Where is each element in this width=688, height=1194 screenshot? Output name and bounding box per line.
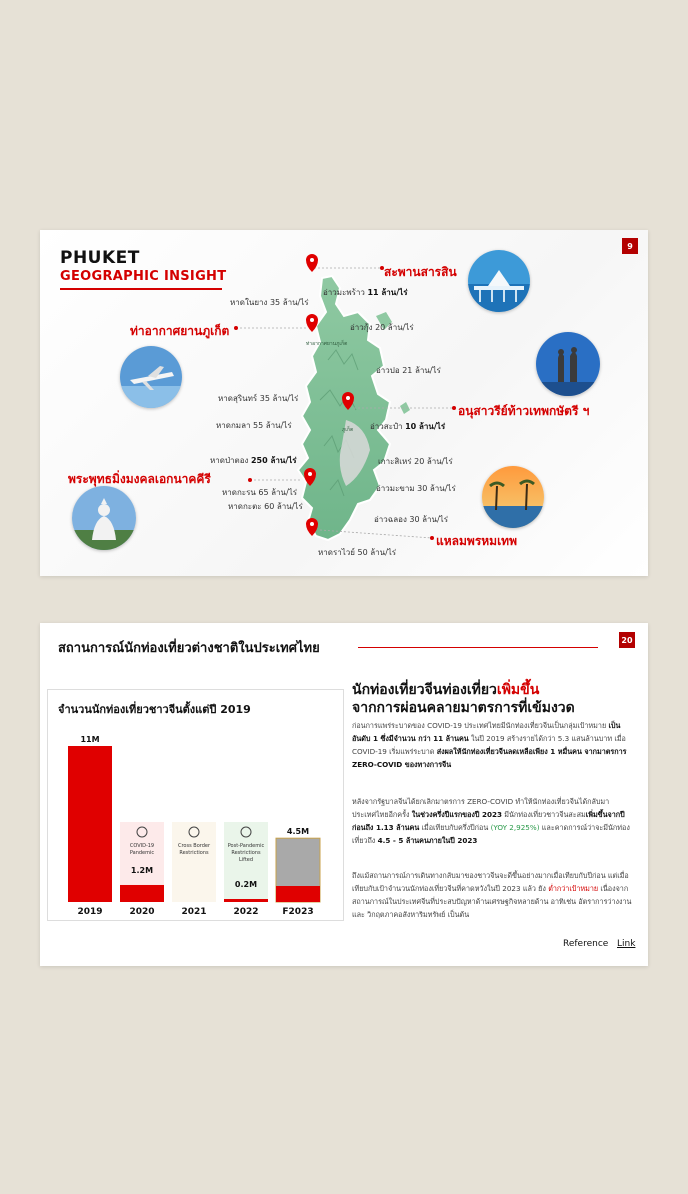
- price-ao-chalong: อ่าวฉลอง 30 ล้าน/ไร่: [374, 515, 448, 524]
- bar-2022: [224, 899, 268, 902]
- price-ao-sapam: อ่าวสะปำ 10 ล้าน/ไร่: [370, 422, 446, 431]
- photo-sarasin-bridge: [468, 250, 530, 312]
- reference-link[interactable]: Link: [617, 939, 636, 949]
- bar-chart: [48, 690, 343, 920]
- data-label-2022: 0.2M: [234, 880, 258, 889]
- paragraph-pre-covid: ก่อนการแพร่ระบาดของ COVID-19 ประเทศไทยมีนักท่องเที่ยวจีนเป็นกลุ่มเป้าหมาย เป็นอันดับ 1 ซึ่งมีจำนวน กว่า 11 ล้านคน ในปี 2019 สร้างรายได้กว่า 5.3 แสนล้านบาท เมื่อ COVID-19 เริ่มแพร่ระบาด ส่งผลให้นักท่องเที่ยวจีนลดเหลือเพียง 1 หมื่นคน จากมาตรการ ZERO-COVID ของทางการจีน: [352, 721, 627, 769]
- page-number-badge: 20: [619, 632, 635, 648]
- bar-2019: [68, 746, 112, 902]
- category-label-2022: 2022: [233, 907, 259, 917]
- price-surin: หาดสุรินทร์ 35 ล้าน/ไร่: [218, 394, 299, 403]
- price-karon: หาดกะรน 65 ล้าน/ไร่: [222, 488, 298, 497]
- slide-chinese-tourists: [40, 623, 648, 966]
- paragraph-outlook: ถึงแม้สถานการณ์การเดินทางกลับมาของชาวจีนจะดีขึ้นอย่างมากเมื่อเทียบกับปีก่อน แต่เมื่อเทียบกับเป้าจำนวนนักท่องเที่ยวจีนที่คาดหวังในปี 2023 แล้ว ยัง ต่ำกว่าเป้าหมาย เนื่องจากสถานการณ์ในประเทศจีนที่ประสบปัญหาด้านเศรษฐกิจหลายด้าน อาทิเช่น อัตราการว่างงาน และ วิกฤตภาคอสังหาริมทรัพย์ เป็นต้น: [352, 871, 632, 919]
- place-airport: ท่าอากาศยานภูเก็ต: [130, 324, 230, 338]
- bar-actual-F2023: [276, 886, 320, 902]
- photo-airplane: [120, 346, 182, 408]
- period-annotation-2022: Lifted: [238, 857, 254, 863]
- place-promthep-cape: แหลมพรหมเทพ: [436, 534, 518, 548]
- period-annotation-2021: Cross Border: [177, 843, 211, 849]
- bar-2020: [120, 885, 164, 902]
- price-kamala: หาดกมลา 55 ล้าน/ไร่: [216, 421, 292, 430]
- photo-heroines-monument: [536, 332, 600, 396]
- title-rule: [358, 647, 598, 648]
- period-annotation-2022: Post-Pandemic: [227, 843, 265, 849]
- period-annotation-2020: COVID-19: [129, 843, 155, 849]
- price-ao-kung: อ่าวกุ้ง 20 ล้าน/ไร่: [350, 323, 414, 332]
- reference-label: Reference: [563, 939, 609, 949]
- map-label-city: ภูเก็ต: [342, 427, 354, 433]
- category-label-2019: 2019: [77, 907, 103, 917]
- data-label-2020: 1.2M: [130, 865, 154, 875]
- price-nai-yang: หาดในยาง 35 ล้าน/ไร่: [230, 298, 309, 307]
- slide-geographic-insight: [40, 230, 648, 576]
- category-label-2021: 2021: [181, 907, 207, 917]
- period-annotation-2020: Pandemic: [129, 850, 155, 856]
- place-saphan-sarasin: สะพานสารสิน: [384, 265, 457, 279]
- data-label-2019: 11M: [80, 735, 100, 744]
- price-nai-harn: หาดราไวย์ 50 ล้าน/ไร่: [318, 548, 397, 557]
- map-label-airport: ท่าอากาศยานภูเก็ต: [306, 341, 348, 347]
- price-ao-makham: อ่าวมะขาม 30 ล้าน/ไร่: [376, 484, 456, 493]
- photo-promthep-cape: [482, 466, 544, 528]
- category-label-2020: 2020: [129, 907, 155, 917]
- paragraph-post-covid: หลังจากรัฐบาลจีนได้ยกเลิกมาตรการ ZERO-COVID ทำให้นักท่องเที่ยวจีนได้กลับมาประเทศไทยอีกครั้ง ในช่วงครึ่งปีแรกของปี 2023 มีนักท่องเที่ยวชาวจีนสะสมเพิ่มขึ้นจากปีก่อนถึง 1.13 ล้านคน เมื่อเทียบกับครึ่งปีก่อน (YOY 2,925%) และคาดการณ์ว่าจะมีนักท่องเที่ยวถึง 4.5 - 5 ล้านคนภายในปี 2023: [352, 797, 630, 845]
- price-ao-mai-khao: อ่าวมะพร้าว 11 ล้าน/ไร่: [323, 288, 408, 297]
- place-big-buddha: พระพุทธมิ่งมงคลเอกนาคคีรี: [68, 472, 211, 486]
- price-ko-siray: เกาะสิเหร่ 20 ล้าน/ไร่: [378, 457, 453, 466]
- price-kata: หาดกะตะ 60 ล้าน/ไร่: [228, 502, 303, 511]
- slide-subtitle: GEOGRAPHIC INSIGHT: [60, 269, 227, 284]
- period-panel-2021: [172, 822, 216, 902]
- price-patong: หาดป่าตอง 250 ล้าน/ไร่: [210, 456, 297, 465]
- period-annotation-2022: Restrictions: [231, 850, 261, 856]
- place-monument: อนุสาวรีย์ท้าวเทพกษัตรี ฯ: [458, 404, 590, 418]
- photo-big-buddha: [72, 486, 136, 550]
- section-heading: นักท่องเที่ยวจีนท่องเที่ยวเพิ่มขึ้น จากการผ่อนคลายมาตรการที่เข้มงวด: [352, 682, 575, 716]
- data-label-F2023: 4.5M: [286, 827, 310, 837]
- page-number-badge: 9: [622, 238, 638, 254]
- chart-title: จำนวนนักท่องเที่ยวชาวจีนตั้งแต่ปี 2019: [58, 703, 251, 716]
- slide-title: PHUKET: [60, 248, 140, 268]
- slide-title: สถานการณ์นักท่องเที่ยวต่างชาติในประเทศไทย: [58, 641, 320, 656]
- chart-container: [47, 689, 344, 921]
- price-ao-po: อ่าวปอ 21 ล้าน/ไร่: [376, 366, 441, 375]
- category-label-F2023: F2023: [282, 907, 314, 917]
- island-small-2: [400, 402, 410, 414]
- period-annotation-2021: Restrictions: [179, 850, 209, 856]
